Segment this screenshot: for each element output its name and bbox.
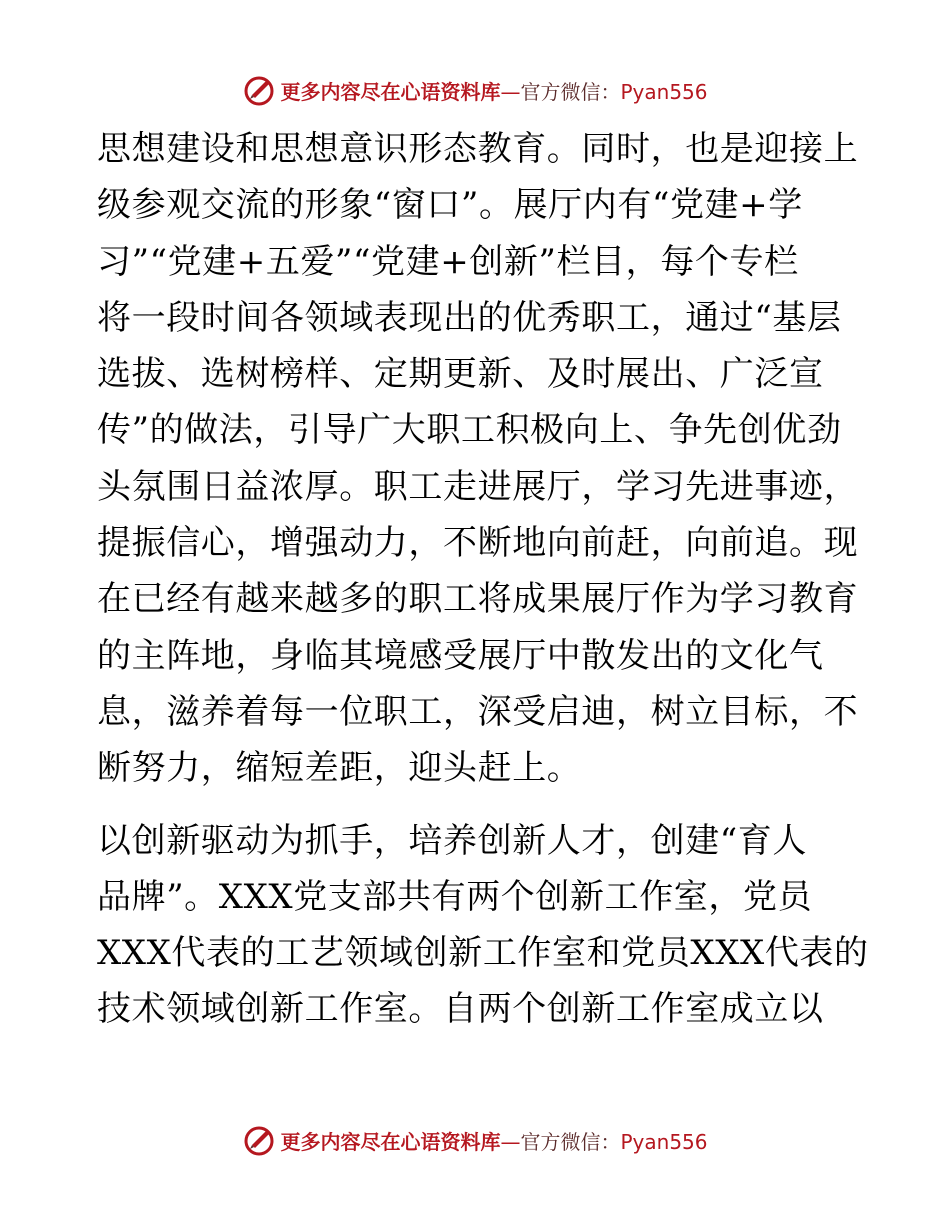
text-line: XXX代表的工艺领域创新工作室和党员XXX代表的	[97, 933, 869, 974]
text-line: 息，滋养着每一位职工，深受启迪，树立目标，不	[97, 691, 859, 732]
text-line: 断努力，缩短差距，迎头赶上。	[97, 748, 582, 789]
footer-watermark	[0, 1120, 950, 1160]
text-line: 将一段时间各领域表现出的优秀职工，通过“基层	[97, 297, 842, 338]
text-line: 的主阵地，身临其境感受展厅中散发出的文化气	[97, 635, 824, 676]
footer-watermark-text	[280, 1126, 707, 1155]
text-line: 品牌”。XXX党支部共有两个创新工作室，党员	[97, 876, 813, 917]
official-label: 官方微信：	[520, 79, 621, 104]
official-label: 官方微信：	[520, 1129, 621, 1154]
text-line: 传”的做法，引导广大职工积极向上、争先创优劲	[97, 410, 842, 451]
text-line: 头氛围日益浓厚。职工走进展厅，学习先进事迹，	[97, 466, 859, 507]
paragraph-2	[97, 813, 869, 1038]
text-line: 提振信心，增强动力，不断地向前赶，向前追。现	[97, 523, 859, 564]
document-body	[97, 121, 869, 1038]
brand-logo-icon	[242, 73, 276, 107]
site-name: 更多内容尽在心语资料库	[280, 79, 501, 104]
header-watermark-text	[280, 76, 707, 105]
text-line: 技术领域创新工作室。自两个创新工作室成立以	[97, 989, 824, 1030]
text-line: 级参观交流的形象“窗口”。展厅内有“党建+学	[97, 185, 803, 226]
wechat-account: Pyan556	[620, 79, 708, 104]
text-line: 思想建设和思想意识形态教育。同时，也是迎接上	[97, 129, 859, 169]
wechat-account: Pyan556	[620, 1129, 708, 1154]
banner-separator: —	[500, 1129, 521, 1154]
text-line: 以创新驱动为抓手，培养创新人才，创建“育人	[97, 820, 807, 861]
text-line: 选拔、选树榜样、定期更新、及时展出、广泛宣	[97, 354, 824, 395]
text-line: 在已经有越来越多的职工将成果展厅作为学习教育	[97, 579, 859, 620]
brand-logo-icon	[242, 1123, 276, 1157]
header-watermark	[0, 70, 950, 110]
site-name: 更多内容尽在心语资料库	[280, 1129, 501, 1154]
text-line: 习”“党建+五爱”“党建+创新”栏目，每个专栏	[97, 241, 799, 282]
banner-separator: —	[500, 79, 521, 104]
paragraph-gap	[97, 797, 857, 813]
paragraph-1	[97, 121, 857, 797]
